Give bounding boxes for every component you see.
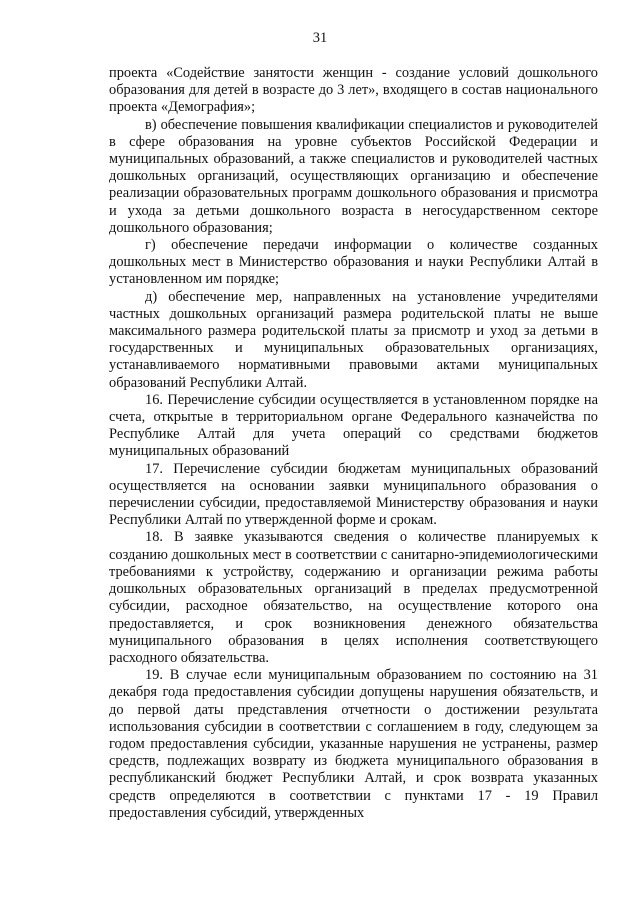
page-number: 31 xyxy=(312,30,328,46)
paragraph-17: 17. Перечисление субсидии бюджетам муниципальных образований осуществляется на основании заявки муниципального образования о перечислении субсидии, предоставляемой Министерству образования и науки Республики Алтай по утвержденной форме и срокам. xyxy=(109,460,598,529)
paragraph-item-v: в) обеспечение повышения квалификации специалистов и руководителей в сфере образования на уровне субъектов Российской Федерации и муниципальных образований, а также специалистов и руководителей частных дошкольных организаций, осуществляющих организацию и обеспечение реализации образовательных программ дошкольного образования и присмотра и ухода за детьми дошкольного возраста в негосударственном секторе дошкольного образования; xyxy=(109,116,598,236)
paragraph-19: 19. В случае если муниципальным образованием по состоянию на 31 декабря года предоставления субсидии допущены нарушения обязательств, и до первой даты представления отчетности о достижении результата использования субсидии в соответствии с соглашением в году, следующем за годом предоставления субсидии, указанные нарушения не устранены, размер средств, подлежащих возврату из бюджета муниципального образования в республиканский бюджет Республики Алтай, и срок возврата указанных средств определяются в соответствии с пунктами 17 - 19 Правил предоставления субсидий, утвержденных xyxy=(109,667,598,821)
paragraph-18: 18. В заявке указываются сведения о количестве планируемых к созданию дошкольных мест в соответствии с санитарно-эпидемиологическими требованиями к устройству, содержанию и организации режима работы дошкольных образовательных организаций в пределах предусмотренной субсидии, расходное обязательство, на осуществление которого она предоставляется, и срок возникновения денежного обязательства муниципального образования в целях исполнения соответствующего расходного обязательства. xyxy=(109,529,598,666)
paragraph-16: 16. Перечисление субсидии осуществляется в установленном порядке на счета, открытые в территориальном органе Федерального казначейства по Республике Алтай для учета операций со средствами бюджетов муниципальных образований xyxy=(109,391,598,460)
document-body xyxy=(109,65,598,822)
paragraph-item-d: д) обеспечение мер, направленных на установление учредителями частных дошкольных организаций размера родительской платы не выше максимального размера родительской платы за присмотр и уход за детьми в государственных и муниципальных образовательных организациях, устанавливаемого нормативными правовыми актами муниципальных образований Республики Алтай. xyxy=(109,288,598,391)
paragraph-continuation: проекта «Содействие занятости женщин - создание условий дошкольного образования для детей в возрасте до 3 лет», входящего в состав национального проекта «Демография»; xyxy=(109,65,598,116)
paragraph-item-g: г) обеспечение передачи информации о количестве созданных дошкольных мест в Министерство образования и науки Республики Алтай в установленном им порядке; xyxy=(109,237,598,288)
